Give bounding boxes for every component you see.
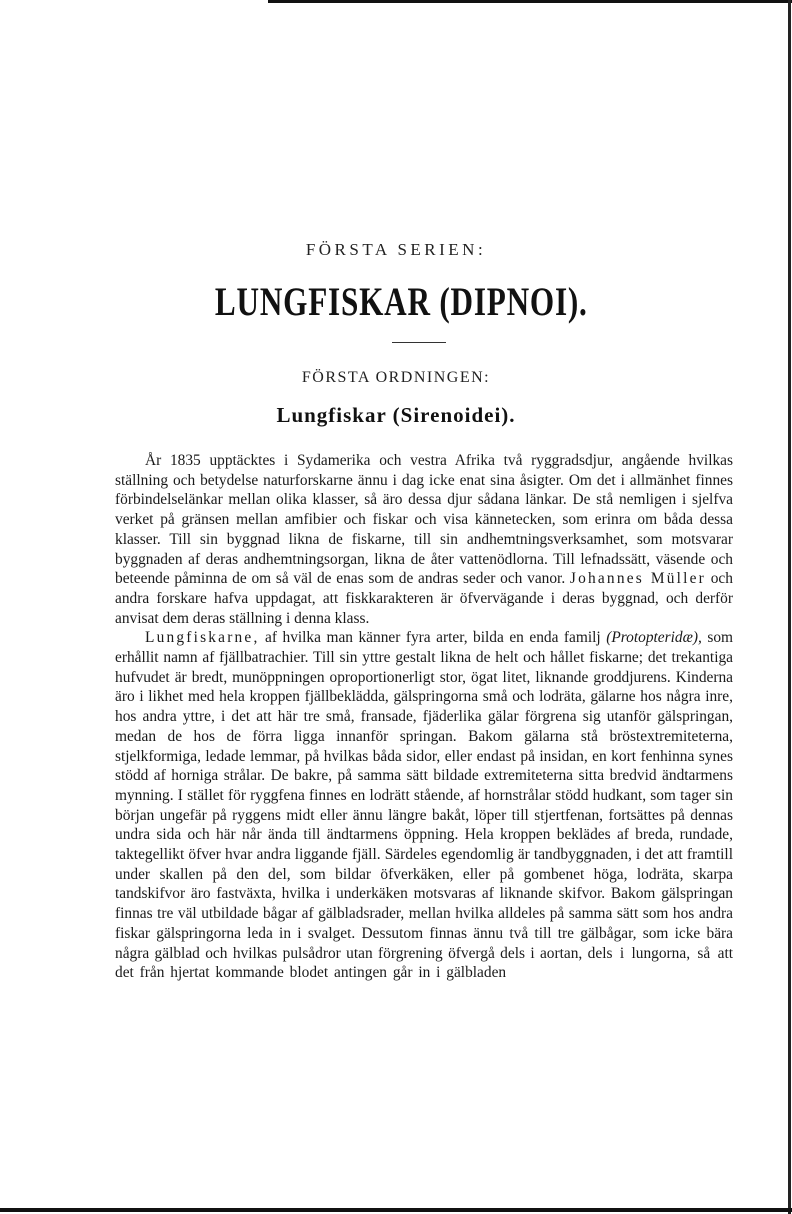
paragraph-2-text-b: som erhållit namn af fjällbatrachier. Till sin yttre gestalt likna de helt och hållet fiskarne; det trekantiga hufvudet är bredt, munöppningen oproportionerligt stor, ögat litet, liknande groddjurens. Kinderna äro i likhet med hela kroppen fjällbeklädda, gälspringorna små och lodräta, gälarne hos några inre, hos andra yttre, i det att här tre små, fransade, fjäderlika gälar förgrena sig utanför gälspringan, medan de hos de förra ligga innanför springan. Bakom gälarna stå bröstextremiteterna, stjelkformiga, ledade lemmar, på hvilkas båda sidor, eller endast på insidan, en kort fenhinna synes stödd af horniga strålar. De bakre, på samma sätt bildade extremiteterna sitta bredvid ändtarmens mynning. I stället för ryggfena finnes en lodrätt stående, af hornstrålar stödd hudkant, som tager sin början ungefär på ryggens midt eller ännu längre bakåt, löper till stjertfenan, fortsättes på dennas undra sida och här når ända till ändtarmens öppning. Hela kroppen beklädes af breda, rundade, taktegellikt öfver hvar andra liggande fjäll. Särdeles egendomlig är tandbyggnaden, i det att framtill under skallen på den del, som bildar öfverkäken, eller på gombenet höga, lodräta, skarpa tandskifvor äro fastväxta, hvilka i underkäken motsvaras af liknande skifvor. Bakom gälspringan finnas tre väl utbildade bågar af gälbladsrader, mellan hvilka alldeles på samma sätt som hos andra fiskar gälspringorna leda in i svalget. Dessutom finnas ännu två till tre gälbågar, som icke bära några gälblad och hvilkas pulsådror utan förgrening öfvergå dels i aortan, (115, 629, 733, 962)
paragraph-2-last-line: dels i lungorna, så att det från hjertat kommande blodet antingen går in i gälbladen (115, 944, 733, 982)
family-name-italic: (Protopteridæ), (606, 629, 702, 647)
title-divider (392, 342, 446, 343)
author-name-spaced: Johannes Müller (569, 570, 706, 588)
right-border-line (788, 0, 791, 1214)
top-border-line (268, 0, 792, 3)
order-subtitle: Lungfiskar (Sirenoidei). (276, 403, 516, 427)
bottom-border-line (0, 1208, 792, 1212)
order-heading: FÖRSTA ORDNINGEN: (301, 369, 491, 386)
paragraph-1-text-a: År 1835 upptäcktes i Sydamerika och vestra Afrika två ryggradsdjur, angående hvilkas ställning och betydelse naturforskarne ännu i dag icke enat sina åsigter. Om det i allmänhet finnes förbindelselänkar mellan olika klasser, så äro dessa djur sådana länkar. De stå nemligen i sjelfva verket på gränsen mellan amfibier och fiskar och visa kännetecken, som erinra om båda dessa klasser. Till sin byggnad likna de fiskarne, till sin andhemtningsverksamhet, som motsvarar byggnaden af deras andhemtningsorgan, likna de åter vattenödlorna. Till lefnadssätt, väsende och beteende påminna de om så väl de enas som de andras seder och vanor. (115, 452, 733, 588)
paragraph-1 (115, 451, 733, 628)
page-title: LUNGFISKAR (DIPNOI). (214, 279, 588, 324)
lungfish-spaced-lead: Lungfiskarne, (145, 629, 260, 647)
paragraph-1-text-b: och andra forskare hafva uppdagat, att fiskkarakteren är öfvervägande i deras byggnad, och derför anvisat dem deras ställning i denna klass. (115, 570, 733, 627)
paragraph-2-text-a: af hvilka man känner fyra arter, bilda en enda familj (265, 629, 601, 647)
body-text (115, 451, 733, 983)
paragraph-2 (115, 628, 733, 983)
series-heading: FÖRSTA SERIEN: (305, 240, 487, 259)
